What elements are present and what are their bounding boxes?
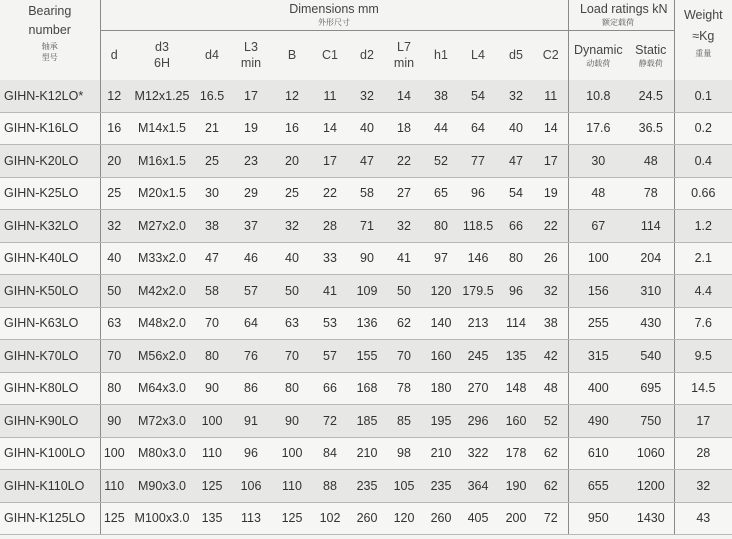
cell-dynamic-load: 255 xyxy=(568,307,628,340)
cell-L4: 364 xyxy=(458,470,498,503)
cell-bearing-number: GIHN-K100LO xyxy=(0,437,100,470)
cell-d4: 110 xyxy=(196,437,228,470)
cell-d5: 200 xyxy=(498,502,534,535)
col-d3 xyxy=(128,30,196,80)
cell-d3: M12x1.25 xyxy=(128,80,196,112)
cell-B: 70 xyxy=(274,340,310,373)
cell-B: 12 xyxy=(274,80,310,112)
cell-d4: 30 xyxy=(196,177,228,210)
cell-L3: 23 xyxy=(228,145,274,178)
table-row xyxy=(0,307,732,340)
weight-header xyxy=(674,0,732,80)
cell-L3: 17 xyxy=(228,80,274,112)
cell-h1: 260 xyxy=(424,502,458,535)
cell-d5: 40 xyxy=(498,112,534,145)
cell-bearing-number: GIHN-K16LO xyxy=(0,112,100,145)
cell-L3: 96 xyxy=(228,437,274,470)
cell-h1: 65 xyxy=(424,177,458,210)
weight-label: Weight xyxy=(683,8,723,22)
cell-d: 110 xyxy=(100,470,128,503)
cell-d5: 178 xyxy=(498,437,534,470)
cell-d4: 21 xyxy=(196,112,228,145)
cell-d: 100 xyxy=(100,437,128,470)
table-row xyxy=(0,275,732,308)
cell-dynamic-load: 610 xyxy=(568,437,628,470)
cell-L4: 96 xyxy=(458,177,498,210)
cell-d4: 100 xyxy=(196,405,228,438)
cell-static-load: 204 xyxy=(628,242,674,275)
cell-d: 20 xyxy=(100,145,128,178)
bearing-header-line1: Bearing xyxy=(28,4,72,18)
cell-d3: M16x1.5 xyxy=(128,145,196,178)
cell-C2: 17 xyxy=(534,145,568,178)
col-L7-label: L7 xyxy=(397,40,411,55)
cell-weight: 0.1 xyxy=(674,80,732,112)
cell-h1: 120 xyxy=(424,275,458,308)
cell-weight: 14.5 xyxy=(674,372,732,405)
cell-C2: 14 xyxy=(534,112,568,145)
cell-d: 125 xyxy=(100,502,128,535)
cell-L7: 22 xyxy=(384,145,424,178)
cell-dynamic-load: 490 xyxy=(568,405,628,438)
cell-C2: 38 xyxy=(534,307,568,340)
cell-C1: 41 xyxy=(310,275,350,308)
cell-d4: 70 xyxy=(196,307,228,340)
cell-static-load: 695 xyxy=(628,372,674,405)
cell-d4: 25 xyxy=(196,145,228,178)
cell-d5: 160 xyxy=(498,405,534,438)
cell-bearing-number: GIHN-K110LO xyxy=(0,470,100,503)
cell-L7: 70 xyxy=(384,340,424,373)
cell-d3: M42x2.0 xyxy=(128,275,196,308)
cell-B: 50 xyxy=(274,275,310,308)
cell-bearing-number: GIHN-K32LO xyxy=(0,210,100,243)
table-row xyxy=(0,470,732,503)
cell-d2: 155 xyxy=(350,340,384,373)
cell-d3: M90x3.0 xyxy=(128,470,196,503)
col-C1 xyxy=(310,30,350,80)
cell-L4: 146 xyxy=(458,242,498,275)
cell-C1: 33 xyxy=(310,242,350,275)
cell-static-load: 1060 xyxy=(628,437,674,470)
cell-C1: 88 xyxy=(310,470,350,503)
cell-dynamic-load: 10.8 xyxy=(568,80,628,112)
cell-C1: 72 xyxy=(310,405,350,438)
table-row xyxy=(0,405,732,438)
cell-B: 100 xyxy=(274,437,310,470)
cell-dynamic-load: 30 xyxy=(568,145,628,178)
cell-d2: 260 xyxy=(350,502,384,535)
cell-L3: 86 xyxy=(228,372,274,405)
cell-L4: 179.5 xyxy=(458,275,498,308)
cell-d4: 135 xyxy=(196,502,228,535)
cell-weight: 0.2 xyxy=(674,112,732,145)
cell-d3: M64x3.0 xyxy=(128,372,196,405)
cell-bearing-number: GIHN-K40LO xyxy=(0,242,100,275)
cell-d2: 136 xyxy=(350,307,384,340)
cell-L4: 213 xyxy=(458,307,498,340)
cell-d5: 54 xyxy=(498,177,534,210)
col-d2-label: d2 xyxy=(360,47,374,62)
cell-bearing-number: GIHN-K12LO* xyxy=(0,80,100,112)
cell-d2: 40 xyxy=(350,112,384,145)
cell-B: 32 xyxy=(274,210,310,243)
cell-C1: 53 xyxy=(310,307,350,340)
cell-d4: 38 xyxy=(196,210,228,243)
cell-L4: 270 xyxy=(458,372,498,405)
cell-h1: 52 xyxy=(424,145,458,178)
cell-L4: 245 xyxy=(458,340,498,373)
cell-weight: 43 xyxy=(674,502,732,535)
cell-B: 63 xyxy=(274,307,310,340)
cell-bearing-number: GIHN-K50LO xyxy=(0,275,100,308)
cell-B: 125 xyxy=(274,502,310,535)
col-L7-sub: min xyxy=(393,56,415,71)
cell-L4: 77 xyxy=(458,145,498,178)
cell-h1: 195 xyxy=(424,405,458,438)
col-B xyxy=(274,30,310,80)
cell-d5: 135 xyxy=(498,340,534,373)
cell-h1: 210 xyxy=(424,437,458,470)
cell-d3: M20x1.5 xyxy=(128,177,196,210)
col-d3-label: d3 xyxy=(155,40,169,55)
cell-static-load: 750 xyxy=(628,405,674,438)
cell-dynamic-load: 100 xyxy=(568,242,628,275)
cell-d: 25 xyxy=(100,177,128,210)
dimensions-cn: 外形尺寸 xyxy=(318,17,351,27)
cell-d4: 58 xyxy=(196,275,228,308)
cell-dynamic-load: 67 xyxy=(568,210,628,243)
cell-bearing-number: GIHN-K125LO xyxy=(0,502,100,535)
cell-L4: 64 xyxy=(458,112,498,145)
cell-d: 40 xyxy=(100,242,128,275)
cell-d2: 47 xyxy=(350,145,384,178)
cell-C1: 22 xyxy=(310,177,350,210)
table-row xyxy=(0,80,732,112)
cell-d5: 47 xyxy=(498,145,534,178)
cell-d3: M56x2.0 xyxy=(128,340,196,373)
bearing-header-cn1: 轴承 xyxy=(41,42,58,51)
cell-static-load: 1430 xyxy=(628,502,674,535)
cell-static-load: 1200 xyxy=(628,470,674,503)
cell-static-load: 48 xyxy=(628,145,674,178)
cell-d5: 114 xyxy=(498,307,534,340)
col-d xyxy=(100,30,128,80)
table-row xyxy=(0,502,732,535)
cell-L3: 29 xyxy=(228,177,274,210)
cell-d2: 90 xyxy=(350,242,384,275)
cell-L7: 62 xyxy=(384,307,424,340)
cell-L4: 54 xyxy=(458,80,498,112)
cell-static-load: 540 xyxy=(628,340,674,373)
cell-d: 63 xyxy=(100,307,128,340)
cell-B: 110 xyxy=(274,470,310,503)
col-L4-label: L4 xyxy=(471,47,485,62)
cell-weight: 4.4 xyxy=(674,275,732,308)
cell-d4: 80 xyxy=(196,340,228,373)
cell-d2: 71 xyxy=(350,210,384,243)
load-ratings-cn: 额定载荷 xyxy=(602,17,635,27)
cell-d: 90 xyxy=(100,405,128,438)
cell-static-load: 78 xyxy=(628,177,674,210)
cell-B: 90 xyxy=(274,405,310,438)
col-static-label: Static xyxy=(635,42,667,57)
cell-B: 20 xyxy=(274,145,310,178)
cell-static-load: 36.5 xyxy=(628,112,674,145)
cell-L3: 106 xyxy=(228,470,274,503)
cell-d3: M33x2.0 xyxy=(128,242,196,275)
weight-unit: ≈Kg xyxy=(692,29,715,43)
cell-weight: 0.4 xyxy=(674,145,732,178)
cell-weight: 28 xyxy=(674,437,732,470)
col-dynamic xyxy=(568,30,628,80)
cell-h1: 44 xyxy=(424,112,458,145)
cell-d: 80 xyxy=(100,372,128,405)
cell-d: 16 xyxy=(100,112,128,145)
cell-C1: 28 xyxy=(310,210,350,243)
cell-bearing-number: GIHN-K70LO xyxy=(0,340,100,373)
cell-L7: 18 xyxy=(384,112,424,145)
col-d-label: d xyxy=(110,47,118,62)
load-ratings-header xyxy=(568,0,674,30)
cell-static-load: 430 xyxy=(628,307,674,340)
col-d2 xyxy=(350,30,384,80)
table-row xyxy=(0,340,732,373)
cell-L3: 37 xyxy=(228,210,274,243)
cell-C2: 11 xyxy=(534,80,568,112)
cell-d2: 185 xyxy=(350,405,384,438)
table-body xyxy=(0,80,732,535)
cell-B: 16 xyxy=(274,112,310,145)
cell-d3: M27x2.0 xyxy=(128,210,196,243)
cell-d2: 210 xyxy=(350,437,384,470)
col-d5-label: d5 xyxy=(509,47,523,62)
col-static xyxy=(628,30,674,80)
cell-dynamic-load: 315 xyxy=(568,340,628,373)
cell-L7: 32 xyxy=(384,210,424,243)
col-L3-label: L3 xyxy=(244,40,258,55)
cell-L7: 85 xyxy=(384,405,424,438)
weight-cn: 重量 xyxy=(695,49,712,58)
cell-L3: 19 xyxy=(228,112,274,145)
cell-C2: 62 xyxy=(534,437,568,470)
cell-h1: 160 xyxy=(424,340,458,373)
cell-d4: 125 xyxy=(196,470,228,503)
bearing-number-header xyxy=(0,0,100,80)
cell-d: 12 xyxy=(100,80,128,112)
cell-L7: 120 xyxy=(384,502,424,535)
cell-d3: M100x3.0 xyxy=(128,502,196,535)
cell-weight: 17 xyxy=(674,405,732,438)
cell-d5: 66 xyxy=(498,210,534,243)
cell-d3: M14x1.5 xyxy=(128,112,196,145)
cell-bearing-number: GIHN-K25LO xyxy=(0,177,100,210)
cell-C2: 42 xyxy=(534,340,568,373)
cell-d: 70 xyxy=(100,340,128,373)
cell-d2: 168 xyxy=(350,372,384,405)
cell-d3: M72x3.0 xyxy=(128,405,196,438)
cell-L4: 405 xyxy=(458,502,498,535)
table-row xyxy=(0,437,732,470)
cell-C2: 19 xyxy=(534,177,568,210)
cell-B: 25 xyxy=(274,177,310,210)
col-B-label: B xyxy=(287,47,297,62)
table-row xyxy=(0,177,732,210)
cell-dynamic-load: 17.6 xyxy=(568,112,628,145)
cell-C2: 26 xyxy=(534,242,568,275)
cell-C2: 48 xyxy=(534,372,568,405)
col-d5 xyxy=(498,30,534,80)
col-L3 xyxy=(228,30,274,80)
table-row xyxy=(0,372,732,405)
cell-d5: 190 xyxy=(498,470,534,503)
cell-d4: 47 xyxy=(196,242,228,275)
col-C2-label: C2 xyxy=(542,47,559,62)
cell-L3: 57 xyxy=(228,275,274,308)
cell-L3: 76 xyxy=(228,340,274,373)
cell-L4: 322 xyxy=(458,437,498,470)
table-row xyxy=(0,145,732,178)
cell-dynamic-load: 48 xyxy=(568,177,628,210)
col-d4 xyxy=(196,30,228,80)
cell-d5: 32 xyxy=(498,80,534,112)
cell-L3: 113 xyxy=(228,502,274,535)
cell-static-load: 24.5 xyxy=(628,80,674,112)
cell-C2: 62 xyxy=(534,470,568,503)
col-d3-sub: 6H xyxy=(154,56,170,71)
bearing-header-cn2: 型号 xyxy=(41,53,58,62)
cell-C1: 57 xyxy=(310,340,350,373)
table-row xyxy=(0,112,732,145)
cell-L3: 46 xyxy=(228,242,274,275)
cell-L7: 98 xyxy=(384,437,424,470)
cell-C2: 22 xyxy=(534,210,568,243)
cell-d5: 96 xyxy=(498,275,534,308)
cell-L7: 14 xyxy=(384,80,424,112)
cell-L7: 50 xyxy=(384,275,424,308)
col-dynamic-label: Dynamic xyxy=(573,42,623,57)
col-h1 xyxy=(424,30,458,80)
cell-d5: 80 xyxy=(498,242,534,275)
cell-dynamic-load: 156 xyxy=(568,275,628,308)
cell-bearing-number: GIHN-K90LO xyxy=(0,405,100,438)
cell-L7: 78 xyxy=(384,372,424,405)
col-dynamic-cn: 动载荷 xyxy=(586,58,611,68)
cell-C2: 32 xyxy=(534,275,568,308)
cell-C1: 11 xyxy=(310,80,350,112)
cell-h1: 38 xyxy=(424,80,458,112)
cell-dynamic-load: 950 xyxy=(568,502,628,535)
cell-C1: 66 xyxy=(310,372,350,405)
col-h1-label: h1 xyxy=(434,47,448,62)
cell-static-load: 114 xyxy=(628,210,674,243)
cell-d5: 148 xyxy=(498,372,534,405)
cell-d2: 58 xyxy=(350,177,384,210)
cell-C1: 84 xyxy=(310,437,350,470)
cell-L7: 27 xyxy=(384,177,424,210)
cell-C2: 52 xyxy=(534,405,568,438)
cell-bearing-number: GIHN-K63LO xyxy=(0,307,100,340)
cell-bearing-number: GIHN-K20LO xyxy=(0,145,100,178)
cell-weight: 2.1 xyxy=(674,242,732,275)
cell-bearing-number: GIHN-K80LO xyxy=(0,372,100,405)
col-L7 xyxy=(384,30,424,80)
cell-weight: 1.2 xyxy=(674,210,732,243)
cell-d2: 235 xyxy=(350,470,384,503)
cell-C1: 102 xyxy=(310,502,350,535)
cell-C1: 14 xyxy=(310,112,350,145)
cell-weight: 9.5 xyxy=(674,340,732,373)
dimensions-header xyxy=(100,0,568,30)
cell-L7: 105 xyxy=(384,470,424,503)
cell-h1: 235 xyxy=(424,470,458,503)
cell-d2: 32 xyxy=(350,80,384,112)
cell-d3: M80x3.0 xyxy=(128,437,196,470)
col-L3-sub: min xyxy=(240,56,262,71)
load-ratings-label: Load ratings kN xyxy=(579,1,668,16)
cell-L3: 91 xyxy=(228,405,274,438)
cell-d2: 109 xyxy=(350,275,384,308)
col-L4 xyxy=(458,30,498,80)
cell-d: 50 xyxy=(100,275,128,308)
cell-L7: 41 xyxy=(384,242,424,275)
cell-C1: 17 xyxy=(310,145,350,178)
cell-L4: 296 xyxy=(458,405,498,438)
cell-d: 32 xyxy=(100,210,128,243)
col-C1-label: C1 xyxy=(322,47,338,62)
cell-L4: 118.5 xyxy=(458,210,498,243)
cell-h1: 180 xyxy=(424,372,458,405)
cell-weight: 0.66 xyxy=(674,177,732,210)
bearing-header-line2: number xyxy=(28,23,71,37)
cell-L3: 64 xyxy=(228,307,274,340)
cell-B: 80 xyxy=(274,372,310,405)
col-C2 xyxy=(534,30,568,80)
cell-weight: 7.6 xyxy=(674,307,732,340)
cell-d4: 16.5 xyxy=(196,80,228,112)
cell-h1: 97 xyxy=(424,242,458,275)
cell-d3: M48x2.0 xyxy=(128,307,196,340)
cell-B: 40 xyxy=(274,242,310,275)
col-static-cn: 静载荷 xyxy=(638,58,663,68)
table-row xyxy=(0,210,732,243)
cell-weight: 32 xyxy=(674,470,732,503)
cell-static-load: 310 xyxy=(628,275,674,308)
cell-h1: 80 xyxy=(424,210,458,243)
cell-dynamic-load: 400 xyxy=(568,372,628,405)
cell-C2: 72 xyxy=(534,502,568,535)
cell-h1: 140 xyxy=(424,307,458,340)
dimensions-label: Dimensions mm xyxy=(289,1,379,16)
cell-dynamic-load: 655 xyxy=(568,470,628,503)
cell-d4: 90 xyxy=(196,372,228,405)
table-row xyxy=(0,242,732,275)
col-d4-label: d4 xyxy=(205,47,219,62)
